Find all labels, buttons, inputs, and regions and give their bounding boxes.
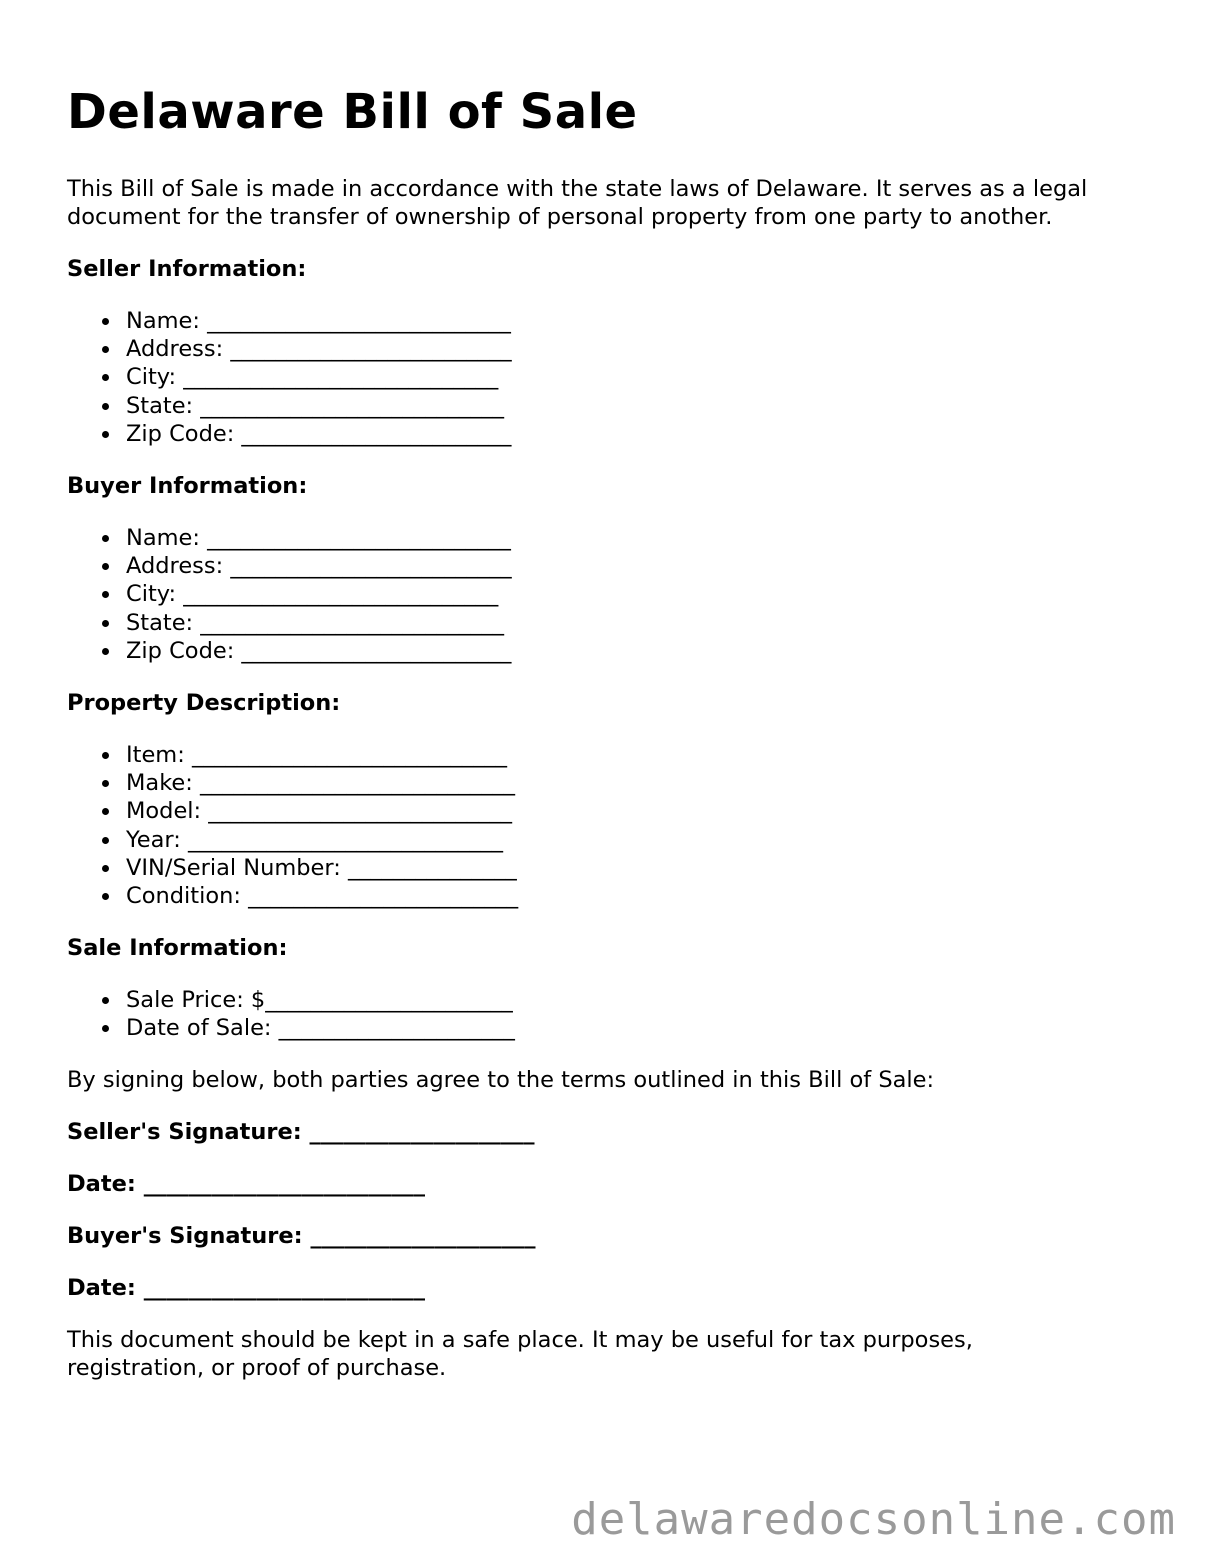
seller-fields bbox=[67, 307, 512, 448]
property-item-field[interactable]: Item: ____________________________ bbox=[67, 741, 518, 769]
buyer-date-field[interactable]: Date: _________________________ bbox=[67, 1275, 425, 1301]
seller-state-field[interactable]: State: ___________________________ bbox=[67, 392, 512, 420]
document-title: Delaware Bill of Sale bbox=[67, 84, 638, 140]
seller-city-field[interactable]: City: ____________________________ bbox=[67, 363, 512, 391]
buyer-state-field[interactable]: State: ___________________________ bbox=[67, 609, 512, 637]
agreement-text: By signing below, both parties agree to the terms outlined in this Bill of Sale: bbox=[67, 1067, 935, 1093]
buyer-heading: Buyer Information: bbox=[67, 473, 308, 499]
property-make-field[interactable]: Make: ____________________________ bbox=[67, 769, 518, 797]
sale-date-field[interactable]: Date of Sale: _____________________ bbox=[67, 1014, 515, 1042]
property-heading: Property Description: bbox=[67, 690, 341, 716]
buyer-signature-field[interactable]: Buyer's Signature: ____________________ bbox=[67, 1223, 536, 1249]
seller-name-field[interactable]: Name: ___________________________ bbox=[67, 307, 512, 335]
property-condition-field[interactable]: Condition: ________________________ bbox=[67, 882, 518, 910]
closing-note: This document should be kept in a safe place. It may be useful for tax purposes, registration, or proof of purchase. bbox=[67, 1327, 973, 1381]
buyer-fields bbox=[67, 524, 512, 665]
seller-date-field[interactable]: Date: _________________________ bbox=[67, 1171, 425, 1197]
property-year-field[interactable]: Year: ____________________________ bbox=[67, 826, 518, 854]
property-model-field[interactable]: Model: ___________________________ bbox=[67, 797, 518, 825]
seller-zip-field[interactable]: Zip Code: ________________________ bbox=[67, 420, 512, 448]
sale-price-field[interactable]: Sale Price: $______________________ bbox=[67, 986, 515, 1014]
seller-heading: Seller Information: bbox=[67, 256, 307, 282]
property-fields bbox=[67, 741, 518, 910]
buyer-city-field[interactable]: City: ____________________________ bbox=[67, 580, 512, 608]
seller-address-field[interactable]: Address: _________________________ bbox=[67, 335, 512, 363]
sale-heading: Sale Information: bbox=[67, 935, 288, 961]
buyer-address-field[interactable]: Address: _________________________ bbox=[67, 552, 512, 580]
intro-paragraph: This Bill of Sale is made in accordance with the state laws of Delaware. It serves as a legal document for the transfer of ownership of personal property from one party to another. bbox=[67, 176, 1088, 230]
sale-fields bbox=[67, 986, 515, 1042]
buyer-zip-field[interactable]: Zip Code: ________________________ bbox=[67, 637, 512, 665]
buyer-name-field[interactable]: Name: ___________________________ bbox=[67, 524, 512, 552]
property-vin-field[interactable]: VIN/Serial Number: _______________ bbox=[67, 854, 518, 882]
seller-signature-field[interactable]: Seller's Signature: ____________________ bbox=[67, 1119, 535, 1145]
site-watermark: delawaredocsonline.com bbox=[571, 1494, 1176, 1545]
